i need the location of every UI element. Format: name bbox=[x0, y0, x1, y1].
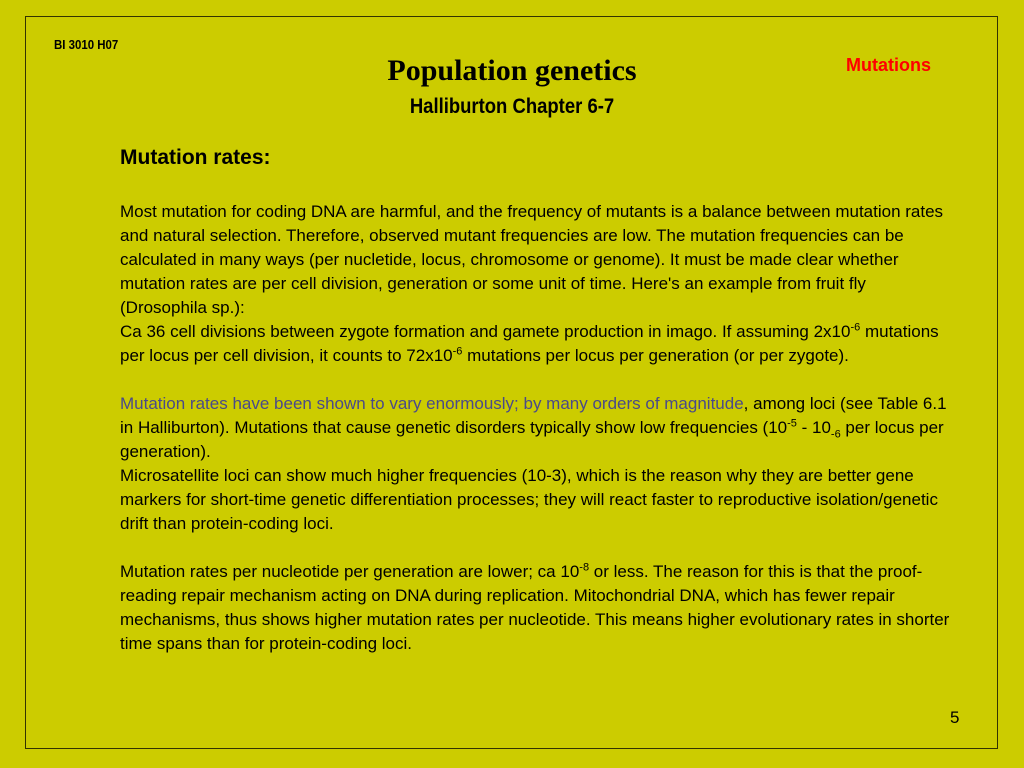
paragraph-2 bbox=[120, 392, 950, 536]
p1-text-b-post: mutations per locus per generation (or per zygote). bbox=[462, 346, 849, 365]
p2-text-post: per locus per generation). bbox=[120, 418, 944, 461]
p1-text-b-mid: mutations per locus per cell division, it counts to 72x10 bbox=[120, 322, 939, 365]
p1-text-b-pre: Ca 36 cell divisions between zygote formation and gamete production in imago. If assuming 2x10 bbox=[120, 322, 851, 341]
p3-exponent-1: -8 bbox=[579, 561, 590, 574]
p2-text-pre: , among loci (see Table 6.1 in Halliburton). Mutations that cause genetic disorders typically show low frequencies (10 bbox=[120, 394, 947, 437]
p1-text-a: Most mutation for coding DNA are harmful, and the frequency of mutants is a balance between mutation rates and natural selection. Therefore, observed mutant frequencies are low. The mutation frequencies can be calculated in many ways (per nucletide, locus, chromosome or genome). It must be made clear whether mutation rates are per cell division, generation or some unit of time. Here's an example from fruit fly (Drosophila sp.): bbox=[120, 202, 944, 317]
paragraph-3 bbox=[120, 560, 950, 656]
slide-content bbox=[120, 144, 950, 656]
p3-text-post: or less. The reason for this is that the proof-reading repair mechanism acting on DNA during replication. Mitochondrial DNA, which has fewer repair mechanisms, thus shows higher mutation rates per nucleotide. This means higher evolutionary rates in shorter time spans than for protein-coding loci. bbox=[120, 562, 950, 653]
paragraph-1 bbox=[120, 200, 950, 368]
course-code: BI 3010 H07 bbox=[54, 37, 119, 52]
p3-text-pre: Mutation rates per nucleotide per generation are lower; ca 10 bbox=[120, 562, 580, 581]
p2-subscript-1: -6 bbox=[830, 428, 841, 441]
page-number: 5 bbox=[950, 708, 960, 727]
slide-title: Population genetics bbox=[387, 54, 637, 87]
p2-text-b: Microsatellite loci can show much higher frequencies (10-3), which is the reason why they are better gene markers for short-time genetic differentiation processes; they will react faster to reproductive isolation/genetic drift than protein-coding loci. bbox=[120, 466, 938, 533]
topic-label: Mutations bbox=[846, 55, 931, 75]
section-heading: Mutation rates: bbox=[120, 146, 271, 169]
p2-exponent-1: -5 bbox=[787, 417, 797, 430]
p2-text-mid: - 10 bbox=[796, 418, 831, 437]
p1-exponent-1: -6 bbox=[850, 321, 861, 334]
slide-subtitle: Halliburton Chapter 6-7 bbox=[409, 95, 615, 118]
highlighted-statement: Mutation rates have been shown to vary enormously; by many orders of magnitude bbox=[120, 394, 744, 413]
p1-exponent-2: -6 bbox=[452, 345, 463, 358]
